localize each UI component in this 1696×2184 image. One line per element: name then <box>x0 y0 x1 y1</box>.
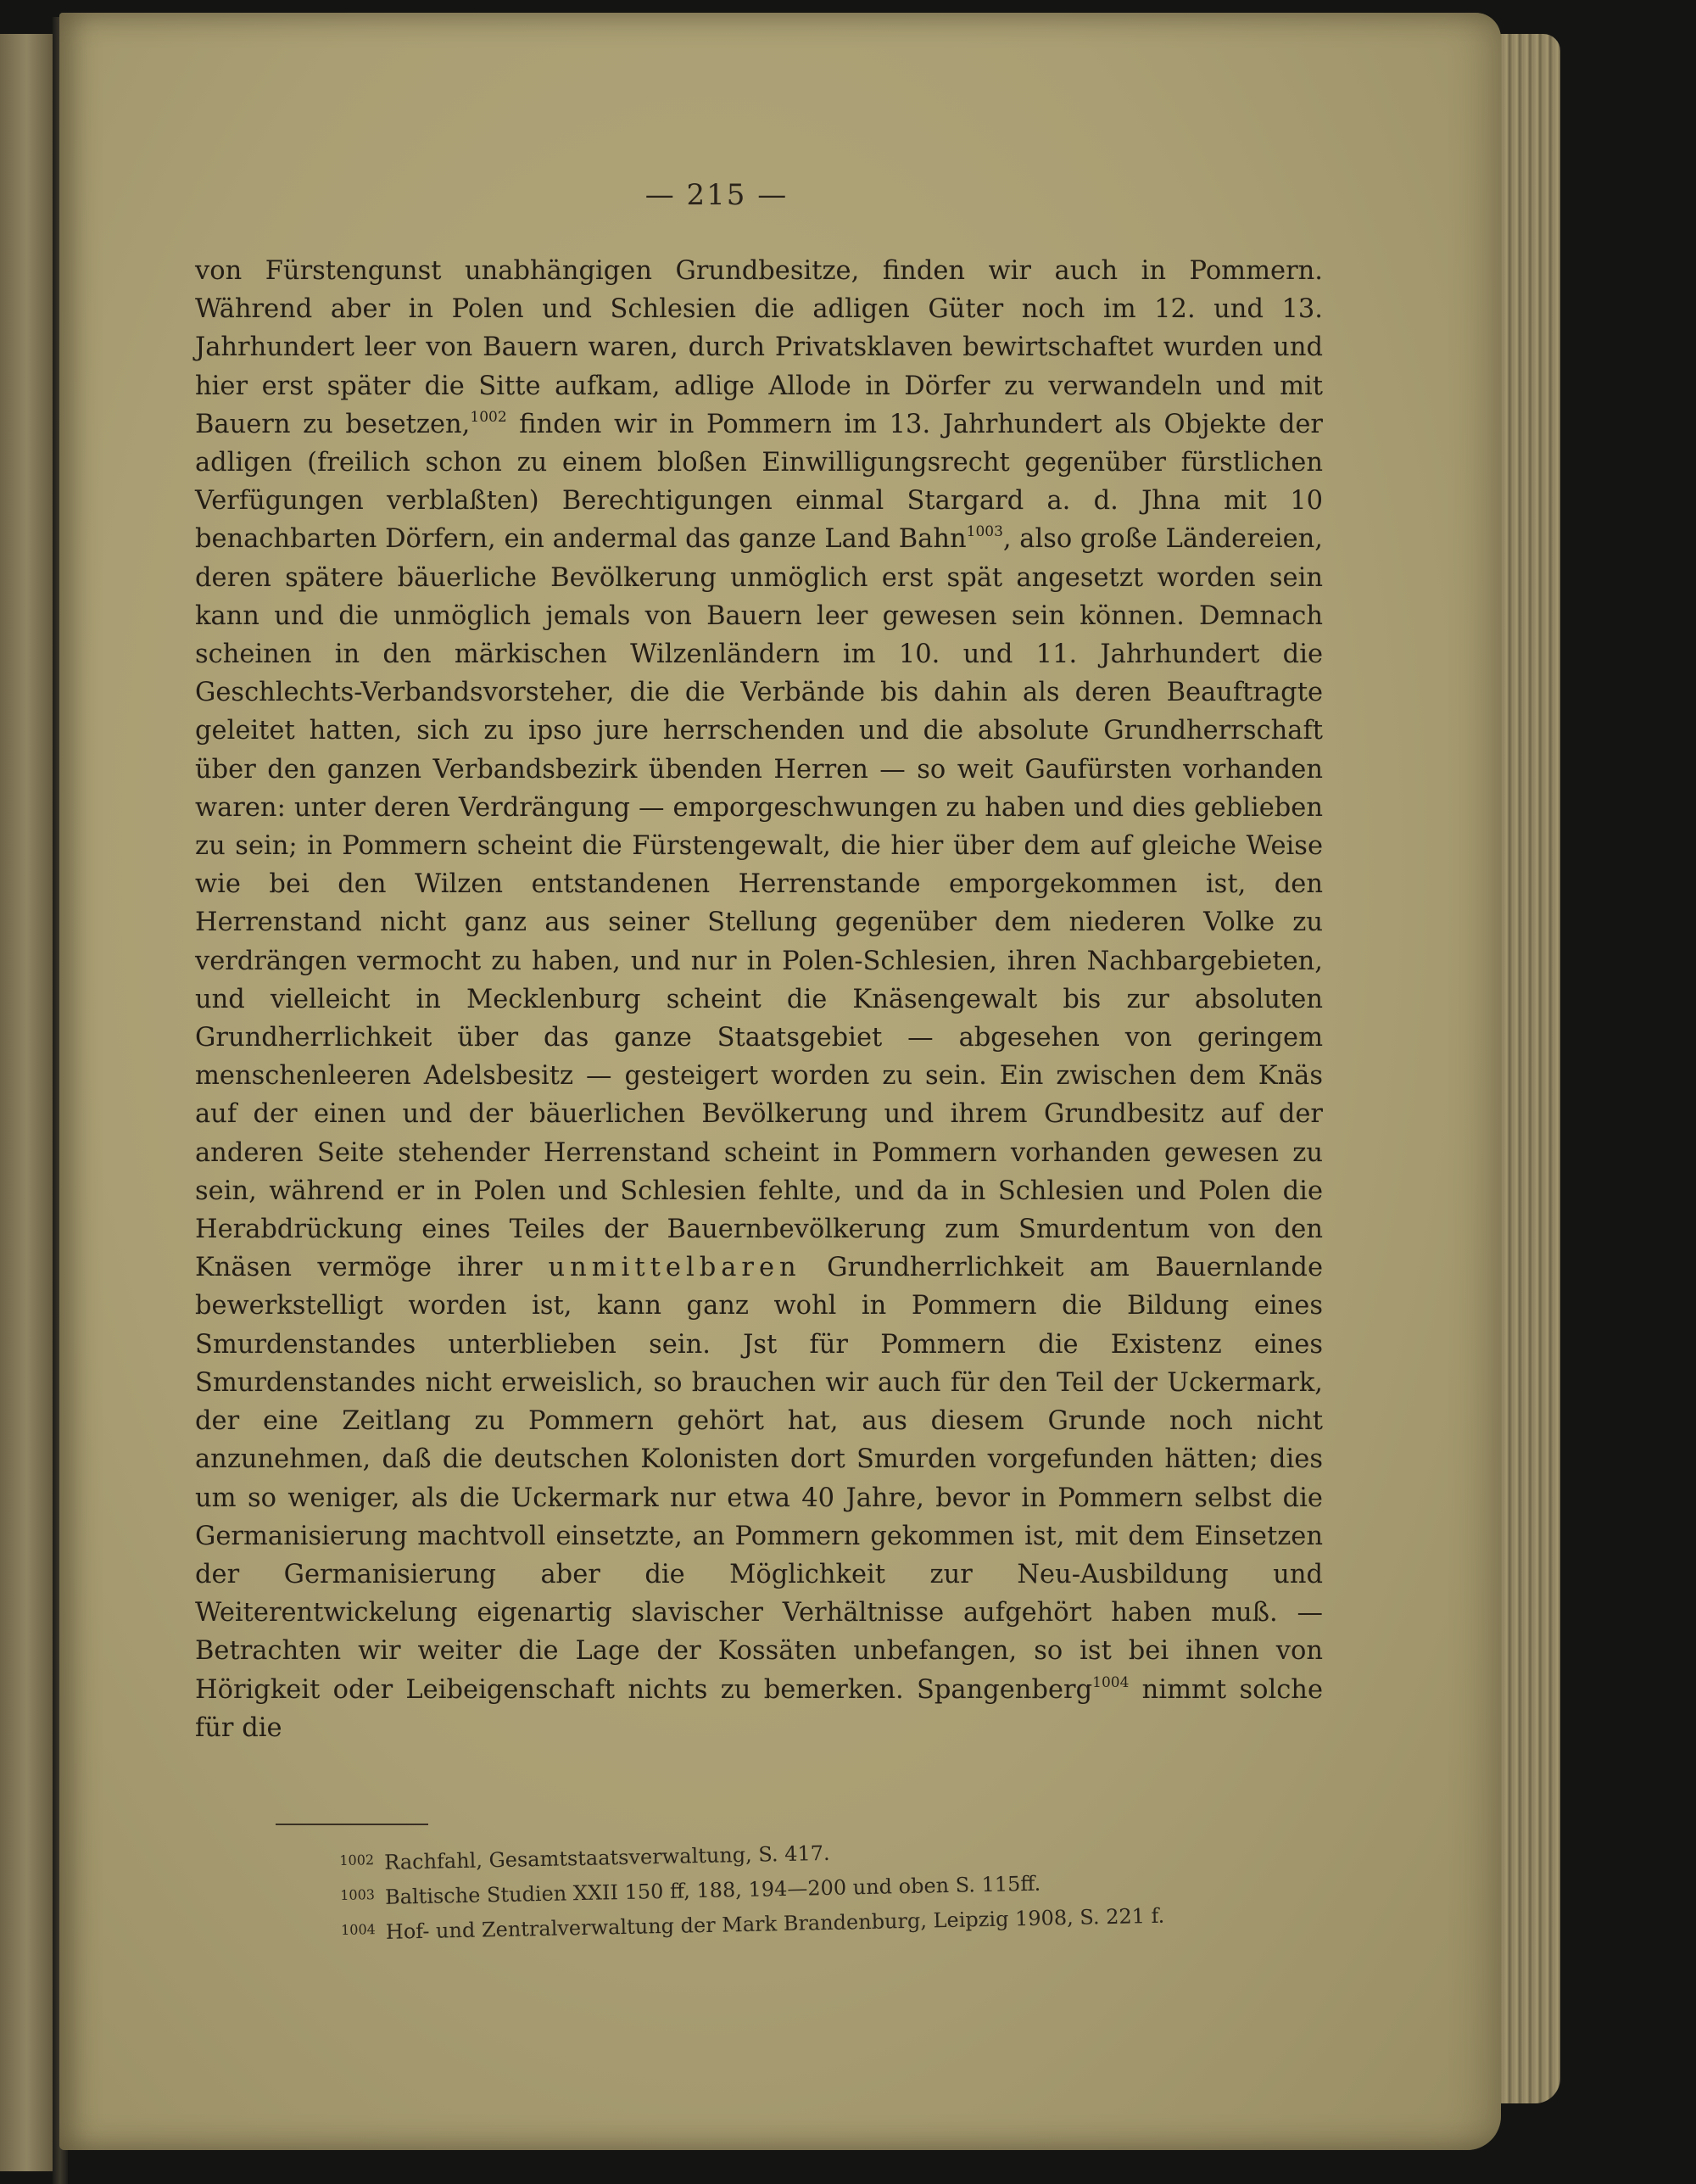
footnote-text: Baltische Studien XXII 150 ff, 188, 194—200 und oben S. 115ff. <box>384 1871 1041 1909</box>
footnote-divider <box>276 1824 428 1825</box>
left-page-edge <box>0 34 59 2171</box>
body-paragraph <box>195 252 1323 1747</box>
footnote-ref-1002: 1002 <box>470 408 507 426</box>
footnote-ref-1004: 1004 <box>1092 1673 1130 1691</box>
body-text-part-2: finden wir in Pommern im 13. Jahrhundert als Objekte der adligen (freilich schon zu einem bloßen Einwilligungsrecht gegenüber fürstlichen Verfügungen verblaßten) Berechtigungen einmal Stargard a. d. Jhna mit 10 benachbarten Dörfern, ein andermal das ganze Land Bahn <box>195 409 1324 555</box>
body-text-part-5: nimmt solche für die <box>195 1674 1324 1743</box>
emphasized-word: unmittelbaren <box>548 1253 801 1283</box>
body-text-part-1: von Fürstengunst unabhängigen Grundbesitze, finden wir auch in Pommern. Während aber in Polen und Schlesien die adligen Güter noch im 12. und 13. Jahrhundert leer von Bauern waren, durch Privatsklaven bewirtschaftet wurden und hier erst später die Sitte aufkam, adlige Allode in Dörfer zu verwandeln und mit Bauern zu besetzen, <box>195 256 1323 439</box>
footnotes <box>339 1823 1401 1949</box>
footnote-ref-1003: 1003 <box>966 523 1003 541</box>
footnote-number: 1003 <box>340 1886 376 1903</box>
book-page <box>59 13 1501 2150</box>
footnote-text: Hof- und Zentralverwaltung der Mark Brandenburg, Leipzig 1908, S. 221 f. <box>385 1903 1165 1944</box>
body-text-part-4: Grundherrlichkeit am Bauernlande bewerkstelligt worden ist, kann ganz wohl in Pommern die Bildung eines Smurdenstandes unterblieben sein. Jst für Pommern die Existenz eines Smurdenstandes nicht erweislich, so brauchen wir auch für den Teil der Uckermark, der eine Zeitlang zu Pommern gehört hat, aus diesem Grunde noch nicht anzunehmen, daß die deutschen Kolonisten dort Smurden vorgefunden hätten; dies um so weniger, als die Uckermark nur etwa 40 Jahre, bevor in Pommern selbst die Germanisierung machtvoll einsetzte, an Pommern gekommen ist, mit dem Einsetzen der Germanisierung aber die Möglichkeit zur Neu-Ausbildung und Weiterentwickelung eigenartig slavischer Verhältnisse aufgehört haben muß. — Betrachten wir weiter die Lage der Kossäten unbefangen, so ist bei ihnen von Hörigkeit oder Leibeigenschaft nichts zu bemerken. Spangenberg <box>195 1253 1324 1705</box>
footnote-number: 1004 <box>340 1921 377 1938</box>
body-text-part-3: , also große Ländereien, deren spätere bäuerliche Bevölkerung unmöglich erst spät angesetzt worden sein kann und die unmöglich jemals von Bauern leer gewesen sein können. Demnach scheinen in den märkischen Wilzenländern im 10. und 11. Jahrhundert die Geschlechts-Verbandsvorsteher, die die Verbände bis dahin als deren Beauftragte geleitet hatten, sich zu ipso jure herrschenden und die absolute Grundherrschaft über den ganzen Verbandsbezirk übenden Herren — so weit Gaufürsten vorhanden waren: unter deren Verdrängung — emporgeschwungen zu haben und dies geblieben zu sein; in Pommern scheint die Fürstengewalt, die hier über dem auf gleiche Weise wie bei den Wilzen entstandenen Herrenstande emporgekommen ist, den Herrenstand nicht ganz aus seiner Stellung gegenüber dem niederen Volke zu verdrängen vermocht zu haben, und nur in Polen-Schlesien, ihren Nachbargebieten, und vielleicht in Mecklenburg scheint die Knäsengewalt bis zur absoluten Grundherrlichkeit über das ganze Staatsgebiet — abgesehen von geringem menschenleeren Adelsbesitz — gesteigert worden zu sein. Ein zwischen dem Knäs auf der einen und der bäuerlichen Bevölkerung und ihrem Grundbesitz auf der anderen Seite stehender Herrenstand scheint in Pommern vorhanden gewesen zu sein, während er in Polen und Schlesien fehlte, und da in Schlesien und Polen die Herabdrückung eines Teiles der Bauernbevölkerung zum Smurdentum von den Knäsen vermöge ihrer <box>195 524 1323 1283</box>
footnote-text: Rachfahl, Gesamtstaatsverwaltung, S. 417. <box>383 1840 830 1874</box>
footnote-number: 1002 <box>339 1852 375 1868</box>
page-number: — 215 — <box>644 178 789 212</box>
